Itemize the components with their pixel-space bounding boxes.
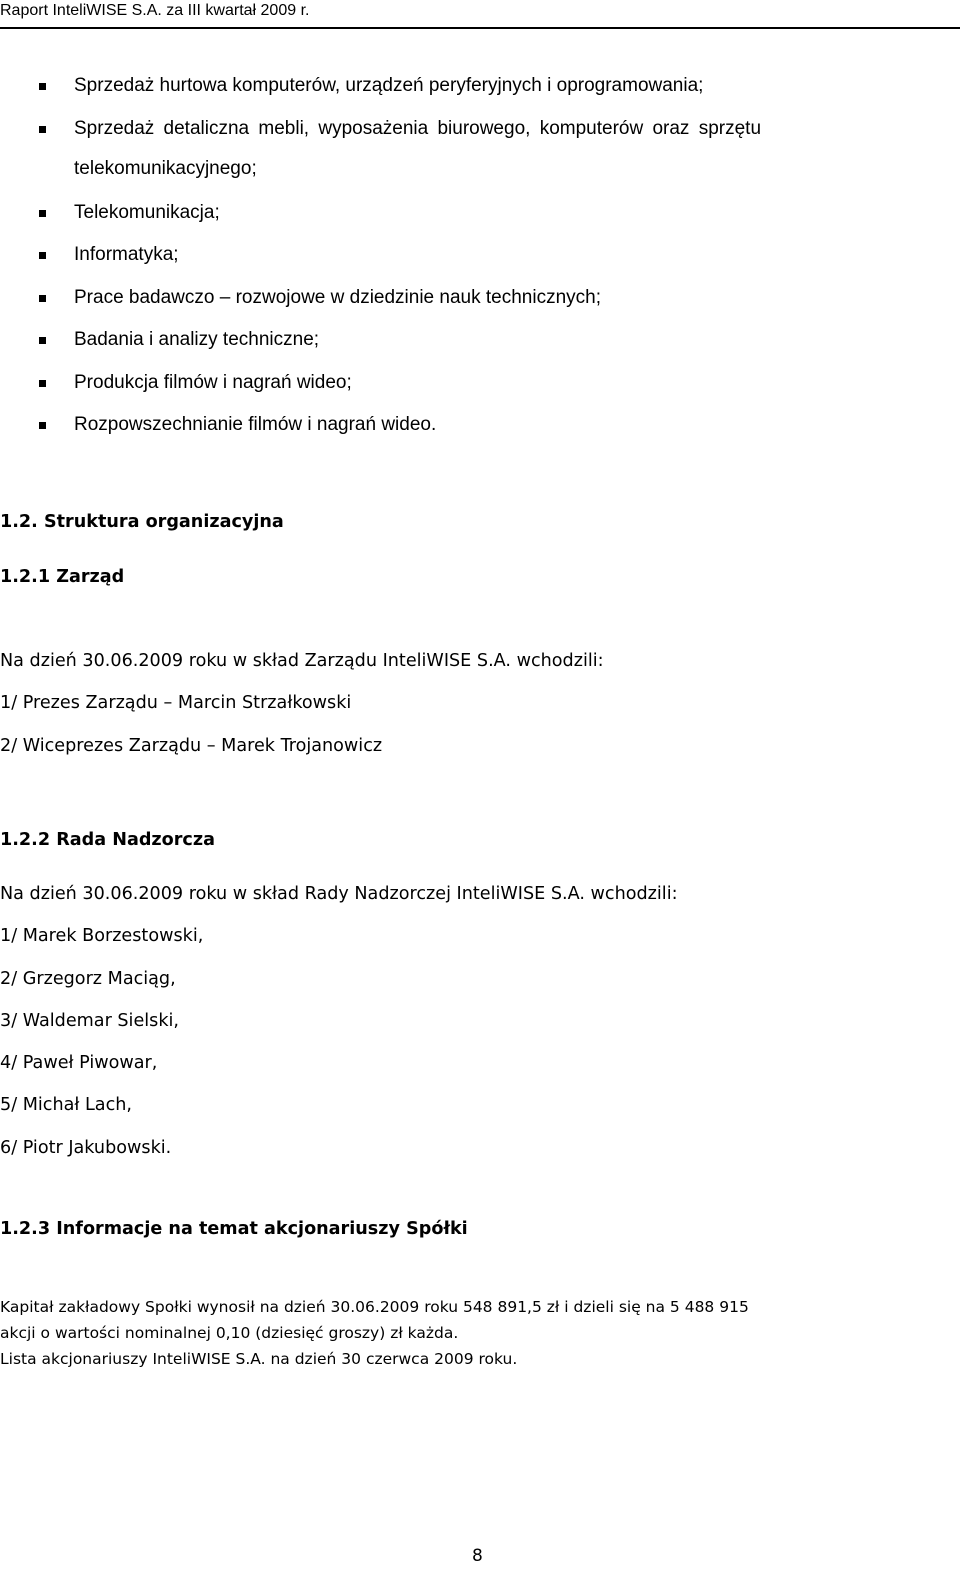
list-item: Sprzedaż hurtowa komputerów, urządzeń peryferyjnych i oprogramowania; <box>74 75 704 96</box>
bullet-square-icon <box>39 380 46 387</box>
bullet-square-icon <box>39 83 46 90</box>
page-number: 8 <box>472 1546 483 1566</box>
list-item: Informatyka; <box>74 244 179 265</box>
list-item: Prace badawczo – rozwojowe w dziedzinie nauk technicznych; <box>74 287 601 308</box>
list-item: Telekomunikacja; <box>74 202 220 223</box>
supervisory-member: 1/ Marek Borzestowski, <box>0 926 204 946</box>
section-heading-1-2: 1.2. Struktura organizacyjna <box>0 512 284 532</box>
supervisory-member: 3/ Waldemar Sielski, <box>0 1011 179 1031</box>
report-title: Raport InteliWISE S.A. za III kwartał 2009 r. <box>0 2 310 19</box>
bullet-square-icon <box>39 210 46 217</box>
supervisory-member: 5/ Michał Lach, <box>0 1095 132 1115</box>
bullet-square-icon <box>39 252 46 259</box>
list-item: Sprzedaż detaliczna mebli, wyposażenia biurowego, komputerów oraz sprzętu <box>74 118 762 139</box>
bullet-square-icon <box>39 337 46 344</box>
list-item: Rozpowszechnianie filmów i nagrań wideo. <box>74 414 437 435</box>
board-intro: Na dzień 30.06.2009 roku w skład Zarządu InteliWISE S.A. wchodzili: <box>0 651 604 671</box>
shareholders-caption: Lista akcjonariuszy InteliWISE S.A. na dzień 30 czerwca 2009 roku. <box>0 1350 518 1368</box>
bullet-square-icon <box>39 126 46 133</box>
board-member: 1/ Prezes Zarządu – Marcin Strzałkowski <box>0 693 352 713</box>
supervisory-intro: Na dzień 30.06.2009 roku w skład Rady Nadzorczej InteliWISE S.A. wchodzili: <box>0 884 678 904</box>
section-heading-1-2-3: 1.2.3 Informacje na temat akcjonariuszy Spółki <box>0 1219 468 1239</box>
list-item-continuation: telekomunikacyjnego; <box>74 158 257 179</box>
section-heading-1-2-2: 1.2.2 Rada Nadzorcza <box>0 830 215 850</box>
bullet-square-icon <box>39 295 46 302</box>
capital-paragraph-line: Kapitał zakładowy Społki wynosił na dzień 30.06.2009 roku 548 891,5 zł i dzieli się na 5 488 915 <box>0 1298 749 1316</box>
page-header <box>0 0 960 30</box>
bullet-square-icon <box>39 422 46 429</box>
supervisory-member: 2/ Grzegorz Maciąg, <box>0 969 176 989</box>
supervisory-member: 6/ Piotr Jakubowski. <box>0 1138 172 1158</box>
list-item: Produkcja filmów i nagrań wideo; <box>74 372 352 393</box>
supervisory-member: 4/ Paweł Piwowar, <box>0 1053 158 1073</box>
section-heading-1-2-1: 1.2.1 Zarząd <box>0 567 125 587</box>
header-rule <box>0 27 960 29</box>
board-member: 2/ Wiceprezes Zarządu – Marek Trojanowicz <box>0 736 383 756</box>
capital-paragraph-line: akcji o wartości nominalnej 0,10 (dziesięć groszy) zł każda. <box>0 1324 459 1342</box>
list-item: Badania i analizy techniczne; <box>74 329 320 350</box>
